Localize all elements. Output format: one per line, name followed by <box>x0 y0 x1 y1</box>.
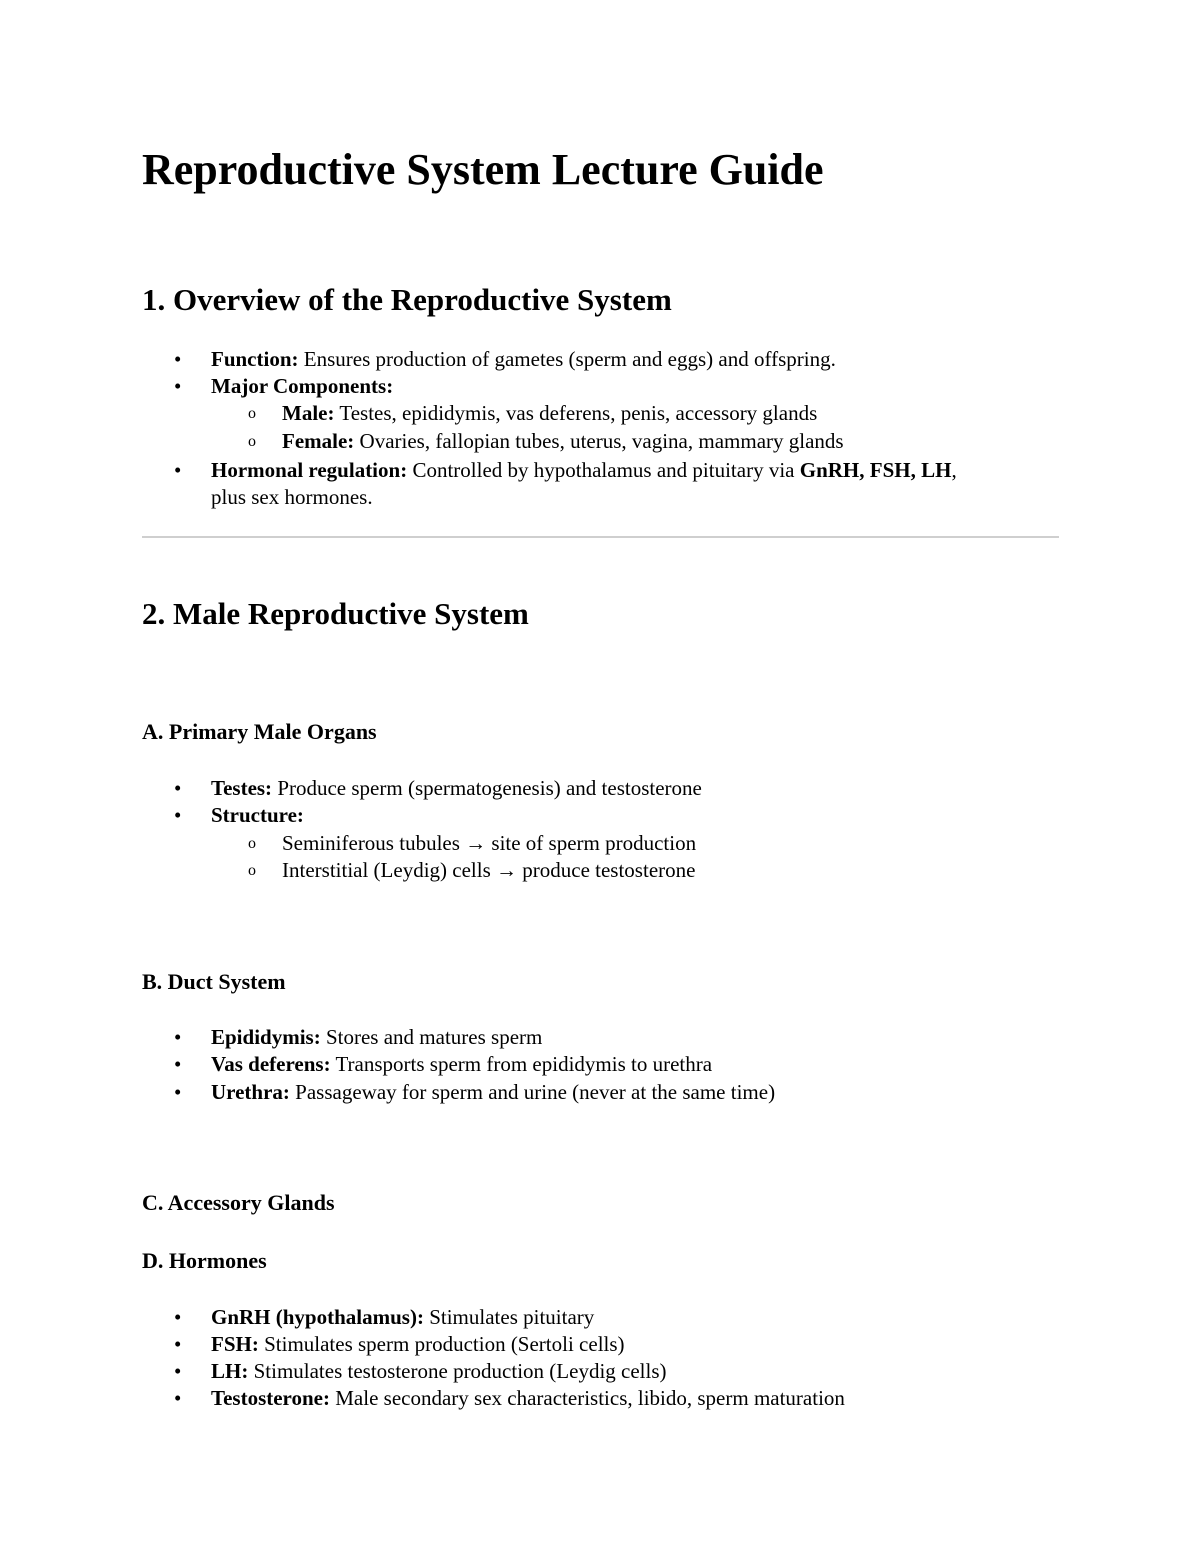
bullet-icon: • <box>174 347 182 371</box>
section-1-heading: 1. Overview of the Reproductive System <box>142 282 672 317</box>
section-2-heading: 2. Male Reproductive System <box>142 596 529 631</box>
item-label: Urethra: <box>211 1080 290 1104</box>
list-item-lh <box>211 1357 667 1385</box>
item-text: Ovaries, fallopian tubes, uterus, vagina, mammary glands <box>354 429 844 453</box>
item-label: LH: <box>211 1359 249 1383</box>
item-label: Testosterone: <box>211 1386 330 1410</box>
item-text: Stores and matures sperm <box>320 1025 543 1049</box>
item-label: Male: <box>282 401 335 425</box>
bullet-icon: • <box>174 1305 182 1329</box>
bullet-icon: • <box>174 374 182 398</box>
list-item-gnrh <box>211 1303 594 1331</box>
item-text: Produce sperm (spermatogenesis) and testosterone <box>272 776 702 800</box>
list-item-testosterone <box>211 1384 845 1412</box>
item-text: Ensures production of gametes (sperm and eggs) and offspring. <box>298 347 836 371</box>
list-item-epididymis <box>211 1023 542 1051</box>
bullet-icon: • <box>174 803 182 827</box>
bullet-icon: • <box>174 776 182 800</box>
subsection-c-heading: C. Accessory Glands <box>142 1190 335 1215</box>
subsection-a-heading: A. Primary Male Organs <box>142 719 377 744</box>
bullet-icon: • <box>174 1052 182 1076</box>
list-item-urethra <box>211 1078 775 1106</box>
item-label: Epididymis: <box>211 1025 321 1049</box>
item-text: Stimulates sperm production (Sertoli cells) <box>258 1332 625 1356</box>
item-label: Structure: <box>211 803 304 827</box>
sub-bullet-icon: o <box>248 433 256 450</box>
list-item-vas-deferens <box>211 1050 712 1078</box>
item-label: FSH: <box>211 1332 259 1356</box>
subsection-b-heading: B. Duct System <box>142 969 286 994</box>
list-item-male <box>282 399 817 427</box>
item-text-end: , <box>951 458 957 482</box>
page-title: Reproductive System Lecture Guide <box>142 145 824 194</box>
item-text: Passageway for sperm and urine (never at the same time) <box>289 1080 776 1104</box>
sub-bullet-icon: o <box>248 835 256 852</box>
list-item-function <box>211 345 836 373</box>
item-label: Vas deferens: <box>211 1052 331 1076</box>
list-item-structure <box>211 801 304 829</box>
item-text: Controlled by hypothalamus and pituitary via <box>407 458 800 482</box>
hormone-list: GnRH, FSH, LH <box>799 458 952 482</box>
list-item-fsh <box>211 1330 625 1358</box>
list-item-components <box>211 372 393 400</box>
bullet-icon: • <box>174 458 182 482</box>
item-label: GnRH (hypothalamus): <box>211 1305 424 1329</box>
horizontal-divider <box>142 536 1059 538</box>
list-item-hormonal-continued: plus sex hormones. <box>211 485 373 509</box>
item-text: Male secondary sex characteristics, libido, sperm maturation <box>330 1386 845 1410</box>
subsection-d-heading: D. Hormones <box>142 1248 267 1273</box>
item-text: Stimulates testosterone production (Leydig cells) <box>248 1359 667 1383</box>
list-item-seminiferous: Seminiferous tubules → site of sperm production <box>282 831 697 855</box>
bullet-icon: • <box>174 1025 182 1049</box>
list-item-hormonal <box>211 456 957 484</box>
item-label: Major Components: <box>211 374 394 398</box>
item-label: Female: <box>282 429 355 453</box>
item-text: Transports sperm from epididymis to urethra <box>330 1052 713 1076</box>
item-label: Hormonal regulation: <box>211 458 408 482</box>
bullet-icon: • <box>174 1386 182 1410</box>
item-label: Testes: <box>211 776 273 800</box>
list-item-leydig: Interstitial (Leydig) cells → produce testosterone <box>282 858 696 882</box>
list-item-testes <box>211 774 702 802</box>
item-label: Function: <box>211 347 299 371</box>
list-item-female <box>282 427 844 455</box>
sub-bullet-icon: o <box>248 405 256 422</box>
item-text: Stimulates pituitary <box>423 1305 595 1329</box>
bullet-icon: • <box>174 1080 182 1104</box>
bullet-icon: • <box>174 1332 182 1356</box>
item-text: Testes, epididymis, vas deferens, penis, accessory glands <box>334 401 818 425</box>
sub-bullet-icon: o <box>248 862 256 879</box>
bullet-icon: • <box>174 1359 182 1383</box>
